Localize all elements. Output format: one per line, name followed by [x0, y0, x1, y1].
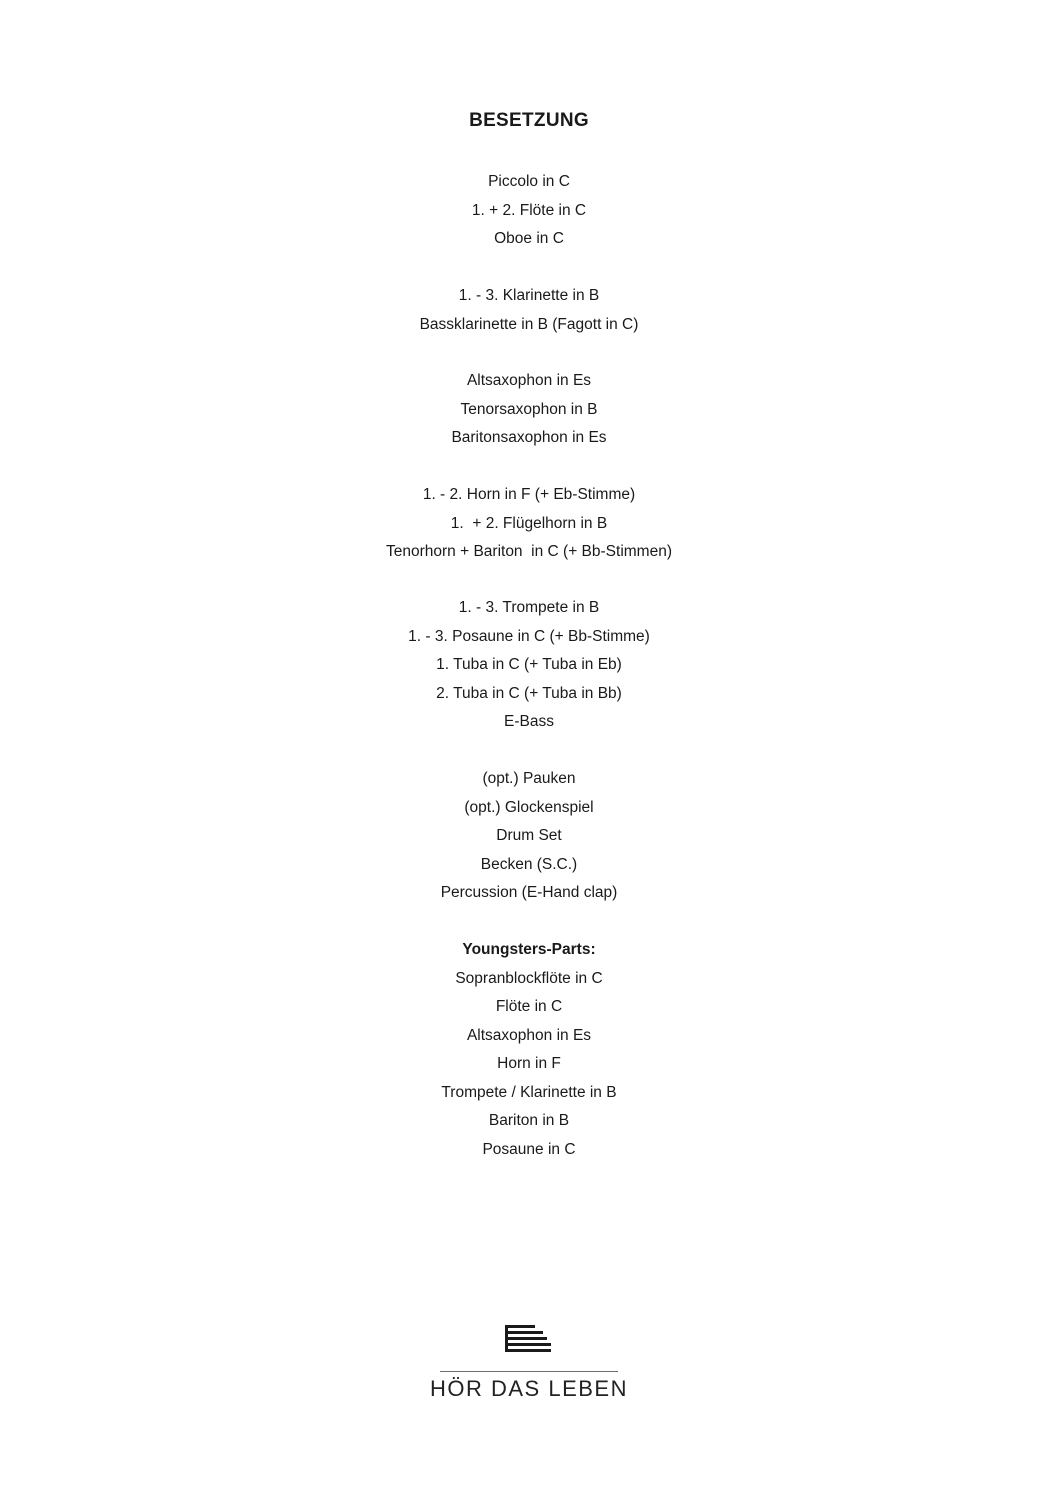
- list-item: Baritonsaxophon in Es: [451, 429, 607, 446]
- list-item: Piccolo in C: [488, 173, 570, 190]
- list-item: Flöte in C: [495, 998, 563, 1015]
- list-item: 1. - 2. Horn in F (+ Eb-Stimme): [422, 486, 636, 503]
- page-title: BESETZUNG: [469, 110, 589, 131]
- instrument-group-woodwinds-high: [0, 168, 1058, 254]
- list-item: 1. Tuba in C (+ Tuba in Eb): [436, 656, 622, 673]
- list-item: 2. Tuba in C (+ Tuba in Bb): [436, 684, 622, 702]
- list-item: Trompete / Klarinette in B: [441, 1083, 617, 1101]
- publisher-logo: [0, 1322, 1058, 1401]
- list-item: Bassklarinette in B (Fagott in C): [419, 315, 639, 333]
- logo-text: HÖR DAS LEBEN: [430, 1376, 628, 1401]
- list-item: 1. - 3. Klarinette in B: [458, 287, 600, 304]
- instrument-group-saxophones: [0, 367, 1058, 453]
- list-item: Horn in F: [497, 1055, 561, 1072]
- list-item: (opt.) Glockenspiel: [464, 798, 594, 816]
- list-item: Becken (S.C.): [480, 855, 578, 873]
- list-item: Drum Set: [496, 827, 562, 844]
- instrument-group-brass-low: [0, 594, 1058, 737]
- list-item: 1. - 3. Posaune in C (+ Bb-Stimme): [408, 627, 650, 645]
- list-item: (opt.) Pauken: [482, 770, 576, 787]
- youngsters-heading: Youngsters-Parts:: [462, 941, 596, 958]
- list-item: Posaune in C: [482, 1140, 576, 1158]
- instrument-group-percussion: [0, 765, 1058, 908]
- list-item: Tenorsaxophon in B: [460, 400, 598, 418]
- list-item: Percussion (E-Hand clap): [440, 884, 618, 901]
- list-item: 1. + 2. Flöte in C: [471, 201, 587, 219]
- list-item: 1. - 3. Trompete in B: [458, 599, 600, 616]
- list-item: Bariton in B: [488, 1112, 570, 1129]
- youngsters-parts-section: [0, 936, 1058, 1164]
- list-item: 1. + 2. Flügelhorn in B: [450, 514, 608, 532]
- list-item: Altsaxophon in Es: [466, 372, 592, 389]
- list-item: Sopranblockflöte in C: [455, 969, 603, 987]
- list-item: Tenorhorn + Bariton in C (+ Bb-Stimmen): [385, 543, 672, 560]
- list-item: Oboe in C: [494, 230, 564, 247]
- stacked-lines-logo-icon: [505, 1322, 553, 1352]
- logo-divider: [440, 1371, 618, 1372]
- list-item: Altsaxophon in Es: [466, 1026, 592, 1044]
- instrument-group-clarinets: [0, 282, 1058, 339]
- list-item: E-Bass: [504, 713, 554, 730]
- instrument-group-horns: [0, 481, 1058, 567]
